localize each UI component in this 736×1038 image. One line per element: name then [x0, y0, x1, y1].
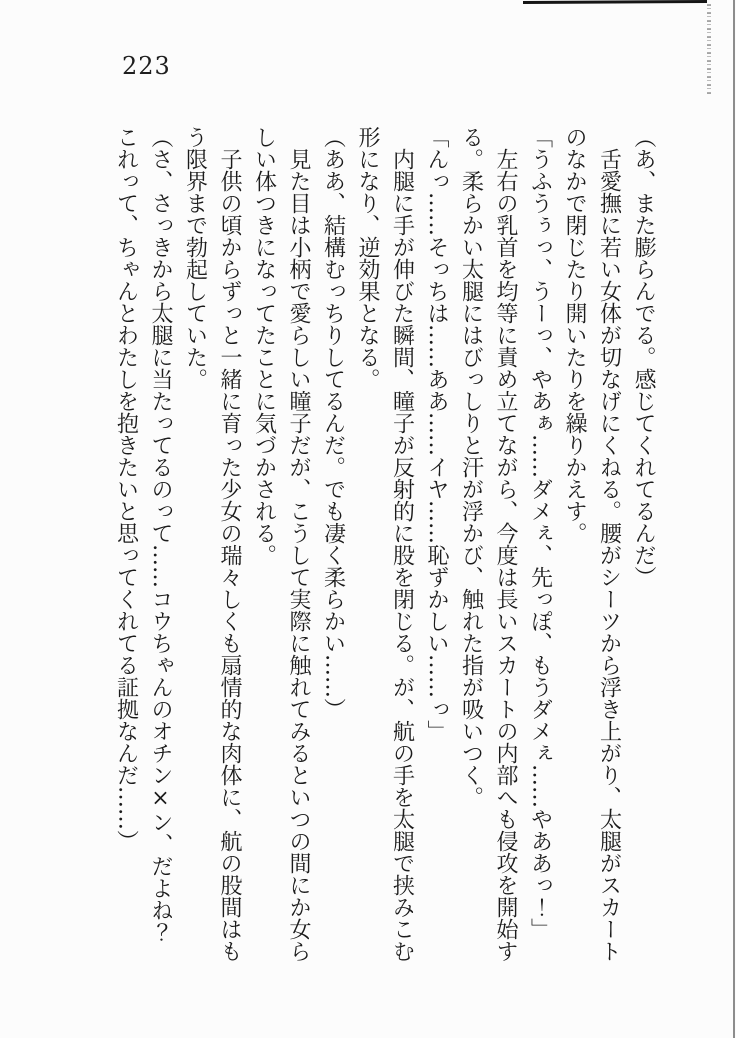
paragraph-10: （さ、さっきから太腿に当たってるのって……コウちゃんのオチン×ン、だよね？ これって、ちゃんとわたしを抱きたいと思ってくれてる証拠なんだ……）: [113, 126, 173, 965]
paragraph-5: 「んっ……そっちは……ああ……イヤ……恥ずかしい……っ」: [424, 126, 449, 742]
paragraph-9: 子供の頃からずっと一緒に育った少女の瑞々しくも扇情的な肉体に、航の股間はもう限界まで勃起していた。: [182, 126, 242, 962]
paragraph-1: （あ、また膨らんでる。感じてくれてるんだ）: [631, 126, 656, 588]
paragraph-7: （ああ、結構むっちりしてるんだ。でも凄く柔らかい……）: [320, 126, 346, 720]
main-text-block: [108, 126, 660, 966]
paragraph-4: 左右の乳首を均等に責め立てながら、今度は長いスカートの内部へも侵攻を開始する。柔らかい太腿にはびっしりと汗が浮かび、触れた指が吸いつく。: [458, 126, 518, 962]
paragraph-3: 「うふうぅっ、うーっ、やあぁ……ダメぇ、先っぽ、もうダメぇ……やああっ！」: [527, 126, 553, 940]
top-edge-rule-artifact: [523, 0, 707, 4]
paragraph-2: 舌愛撫に若い女体が切なげにくねる。腰がシーツから浮き上がり、太腿がスカートのなかで閉じたり開いたりを繰りかえす。: [562, 126, 622, 962]
page-edge-text-artifact: [707, 4, 711, 96]
right-edge-line-artifact: [733, 0, 735, 1038]
paragraph-6: 内腿に手が伸びた瞬間、瞳子が反射的に股を閉じる。が、航の手を太腿で挟みこむ形になり、逆効果となる。: [355, 126, 415, 962]
page-number: 223: [122, 52, 171, 80]
paragraph-8: 見た目は小柄で愛らしい瞳子だが、こうして実際に触れてみるといつの間にか女らしい体つきになってたことに気づかされる。: [251, 126, 311, 962]
